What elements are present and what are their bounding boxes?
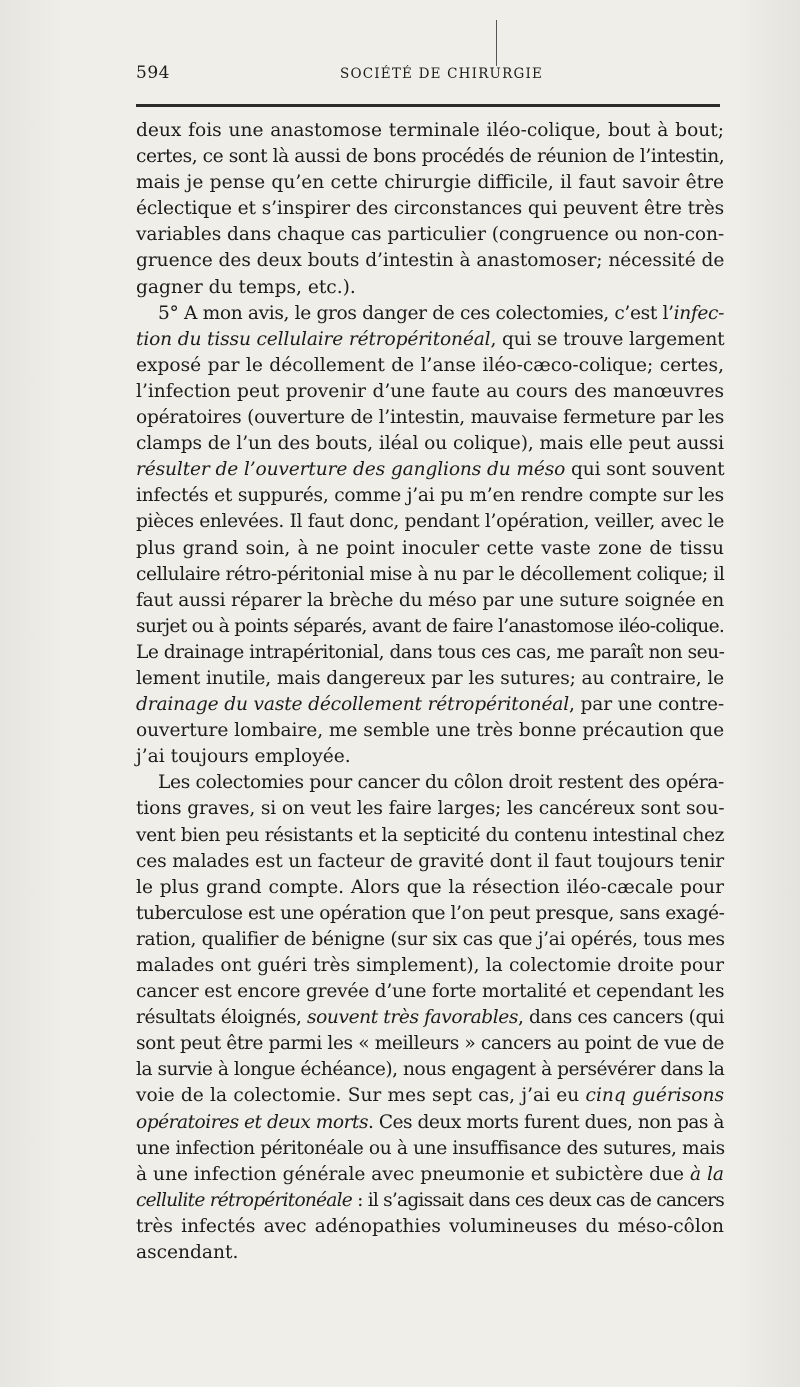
text-line: mais je pense qu’en cette chirurgie difficile, il faut savoir être	[136, 172, 724, 194]
text-line: à une infection générale avec pneumonie et subictère due à la	[136, 1163, 725, 1185]
text-line: opératoires et deux morts. Ces deux morts furent dues, non pas à	[136, 1111, 724, 1133]
body-text	[136, 118, 724, 1266]
text-line: cellulite rétropéritonéale : il s’agissait dans ces deux cas de cancers	[136, 1189, 725, 1211]
text-line: clamps de l’un des bouts, iléal ou colique), mais elle peut aussi	[136, 433, 724, 455]
header-rule	[136, 104, 720, 107]
text-line: j’ai toujours employée.	[136, 746, 351, 768]
text-line: tions graves, si on veut les faire larges; les cancéreux sont sou-	[136, 798, 725, 820]
text-line: surjet ou à points séparés, avant de faire l’anastomose iléo-colique.	[136, 615, 725, 637]
text-line: pièces enlevées. Il faut donc, pendant l’opération, veiller, avec le	[136, 511, 724, 533]
text-line: très infectés avec adénopathies volumineuses du méso-côlon	[136, 1215, 724, 1237]
text-line: ouverture lombaire, me semble une très bonne précaution que	[136, 720, 725, 742]
text-line: drainage du vaste décollement rétropéritonéal, par une contre-	[136, 694, 724, 716]
text-line: Les colectomies pour cancer du côlon droit restent des opéra-	[158, 772, 724, 794]
text-line: opératoires (ouverture de l’intestin, mauvaise fermeture par les	[136, 407, 724, 429]
text-line: gruence des deux bouts d’intestin à anastomoser; nécessité de	[136, 250, 725, 272]
text-line: résulter de l’ouverture des ganglions du méso qui sont souvent	[136, 459, 725, 481]
text-line: ascendant.	[136, 1242, 239, 1264]
text-line: sont peut être parmi les « meilleurs » cancers au point de vue de	[136, 1033, 724, 1055]
text-line: plus grand soin, à ne point inoculer cette vaste zone de tissu	[136, 537, 724, 559]
running-header	[136, 63, 720, 91]
text-line: faut aussi réparer la brèche du méso par une suture soignée en	[136, 589, 724, 611]
binding-mark	[496, 20, 497, 66]
text-line: cellulaire rétro-péritonial mise à nu par le décollement colique; il	[136, 563, 725, 585]
text-line: gagner du temps, etc.).	[136, 276, 356, 298]
text-line: la survie à longue échéance), nous engagent à persévérer dans la	[136, 1059, 725, 1081]
text-line: deux fois une anastomose terminale iléo-colique, bout à bout;	[136, 120, 724, 141]
text-line: résultats éloignés, souvent très favorables, dans ces cancers (qui	[136, 1007, 725, 1029]
text-line: ces malades est un facteur de gravité dont il faut toujours tenir	[136, 850, 724, 872]
text-line: infectés et suppurés, comme j’ai pu m’en rendre compte sur les	[136, 485, 724, 507]
text-line: cancer est encore grevée d’une forte mortalité et cependant les	[136, 981, 725, 1003]
page-number: 594	[136, 63, 170, 83]
running-title: SOCIÉTÉ DE CHIRURGIE	[340, 66, 544, 82]
text-line: malades ont guéri très simplement), la colectomie droite pour	[136, 955, 724, 976]
text-line: voie de la colectomie. Sur mes sept cas, j’ai eu cinq guérisons	[136, 1085, 724, 1107]
text-line: exposé par le décollement de l’anse iléo-cæco-colique; certes,	[136, 354, 724, 376]
text-line: le plus grand compte. Alors que la résection iléo-cæcale pour	[136, 876, 724, 898]
text-line: 5° A mon avis, le gros danger de ces colectomies, c’est l’infec-	[158, 302, 724, 324]
text-line: ration, qualifier de bénigne (sur six cas que j’ai opérés, tous mes	[136, 928, 725, 950]
text-line: tuberculose est une opération que l’on peut presque, sans exagé-	[136, 902, 725, 924]
text-line: Le drainage intrapéritonial, dans tous ces cas, me paraît non seu-	[136, 641, 725, 663]
text-line: tion du tissu cellulaire rétropéritonéal, qui se trouve largement	[136, 328, 725, 350]
text-line: vent bien peu résistants et la septicité du contenu intestinal chez	[136, 824, 724, 846]
text-line: certes, ce sont là aussi de bons procédés de réunion de l’intestin,	[136, 146, 725, 168]
text-line: l’infection peut provenir d’une faute au cours des manœuvres	[136, 380, 724, 402]
text-line: éclectique et s’inspirer des circonstances qui peuvent être très	[136, 198, 724, 220]
text-line: variables dans chaque cas particulier (congruence ou non-con-	[136, 224, 725, 246]
text-line: lement inutile, mais dangereux par les sutures; au contraire, le	[136, 667, 724, 689]
text-line: une infection péritonéale ou à une insuffisance des sutures, mais	[136, 1137, 725, 1159]
